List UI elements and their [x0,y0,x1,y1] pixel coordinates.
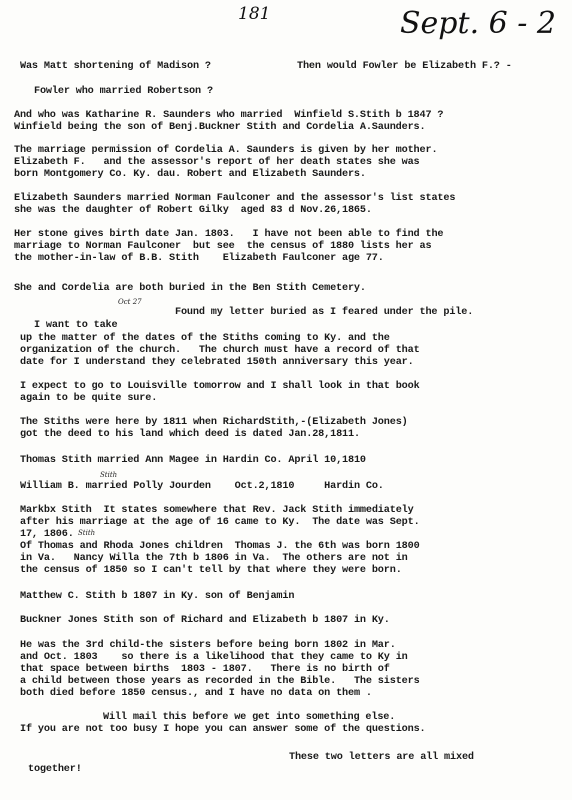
line-2: Fowler who married Robertson ? [34,86,213,97]
line-14: Found my letter buried as I feared under the pile. [175,307,474,318]
line-11: marriage to Norman Faulconer but see the census of 1880 lists her as [14,241,432,252]
line-10: Her stone gives birth date Jan. 1803. I have not been able to find the [14,229,444,240]
line-1a: Was Matt shortening of Madison ? [20,61,211,72]
line-35: that space between births 1803 - 1807. There is no birth of [20,664,390,675]
line-4: Winfield being the son of Benj.Buckner Stith and Cordelia A.Saunders. [14,122,426,133]
line-20: again to be quite sure. [20,393,158,404]
line-5: The marriage permission of Cordelia A. Saunders is given by her mother. [14,145,438,156]
line-21: The Stiths were here by 1811 when RichardStith,-(Elizabeth Jones) [20,417,408,428]
line-17: organization of the church. The church must have a record of that [20,345,420,356]
line-29: in Va. Nancy Willa the 7th b 1806 in Va. The others are not in [20,553,408,564]
line-33: He was the 3rd child-the sisters before being born 1802 in Mar. [20,640,396,651]
line-30: the census of 1850 so I can't tell by that where they were born. [20,565,402,576]
line-12: the mother-in-law of B.B. Stith Elizabeth Faulconer age 77. [14,253,384,264]
line-8: Elizabeth Saunders married Norman Faulconer and the assessor's list states [14,193,456,204]
line-16: up the matter of the dates of the Stiths coming to Ky. and the [20,333,390,344]
annotation-oct27: Oct 27 [118,298,142,306]
line-40: These two letters are all mixed [289,752,474,763]
line-22: got the deed to his land which deed is dated Jan.28,1811. [20,429,360,440]
line-7: born Montgomery Co. Ky. dau. Robert and Elizabeth Saunders. [14,169,366,180]
annotation-stith-2: Stith [78,529,96,537]
line-6: Elizabeth F. and the assessor's report of her death states she was [14,157,420,168]
line-27: 17, 1806. [20,529,74,540]
line-13: She and Cordelia are both buried in the Ben Stith Cemetery. [14,283,366,294]
line-31: Matthew C. Stith b 1807 in Ky. son of Benjamin [20,591,295,602]
line-3: And who was Katharine R. Saunders who married Winfield S.Stith b 1847 ? [14,110,444,121]
line-23: Thomas Stith married Ann Magee in Hardin Co. April 10,1810 [20,455,366,466]
line-32: Buckner Jones Stith son of Richard and Elizabeth b 1807 in Ky. [20,615,390,626]
date-note: Sept. 6 - 2 [400,6,557,41]
line-39: If you are not too busy I hope you can answer some of the questions. [20,724,426,735]
line-15: I want to take [34,320,118,331]
line-36: a child between those years as recorded in the Bible. The sisters [20,676,420,687]
line-37: both died before 1850 census., and I have no data on them . [20,688,372,699]
line-38: Will mail this before we get into something else. [103,712,396,723]
annotation-stith-1: Stith [100,471,118,479]
line-41: together! [28,764,82,775]
line-1b: Then would Fowler be Elizabeth F.? - [297,61,512,72]
line-25: Markbx Stith It states somewhere that Rev. Jack Stith immediately [20,505,414,516]
line-24: William B. married Polly Jourden Oct.2,1810 Hardin Co. [20,481,384,492]
line-28: Of Thomas and Rhoda Jones children Thomas J. the 6th was born 1800 [20,541,420,552]
line-18: date for I understand they celebrated 150th anniversary this year. [20,357,414,368]
line-34: and Oct. 1803 so there is a likelihood that they came to Ky in [20,652,408,663]
line-19: I expect to go to Louisville tomorrow and I shall look in that book [20,381,420,392]
line-26: after his marriage at the age of 16 came to Ky. The date was Sept. [20,517,420,528]
page-number: 181 [238,4,271,24]
line-9: she was the daughter of Robert Gilky aged 83 d Nov.26,1865. [14,205,372,216]
